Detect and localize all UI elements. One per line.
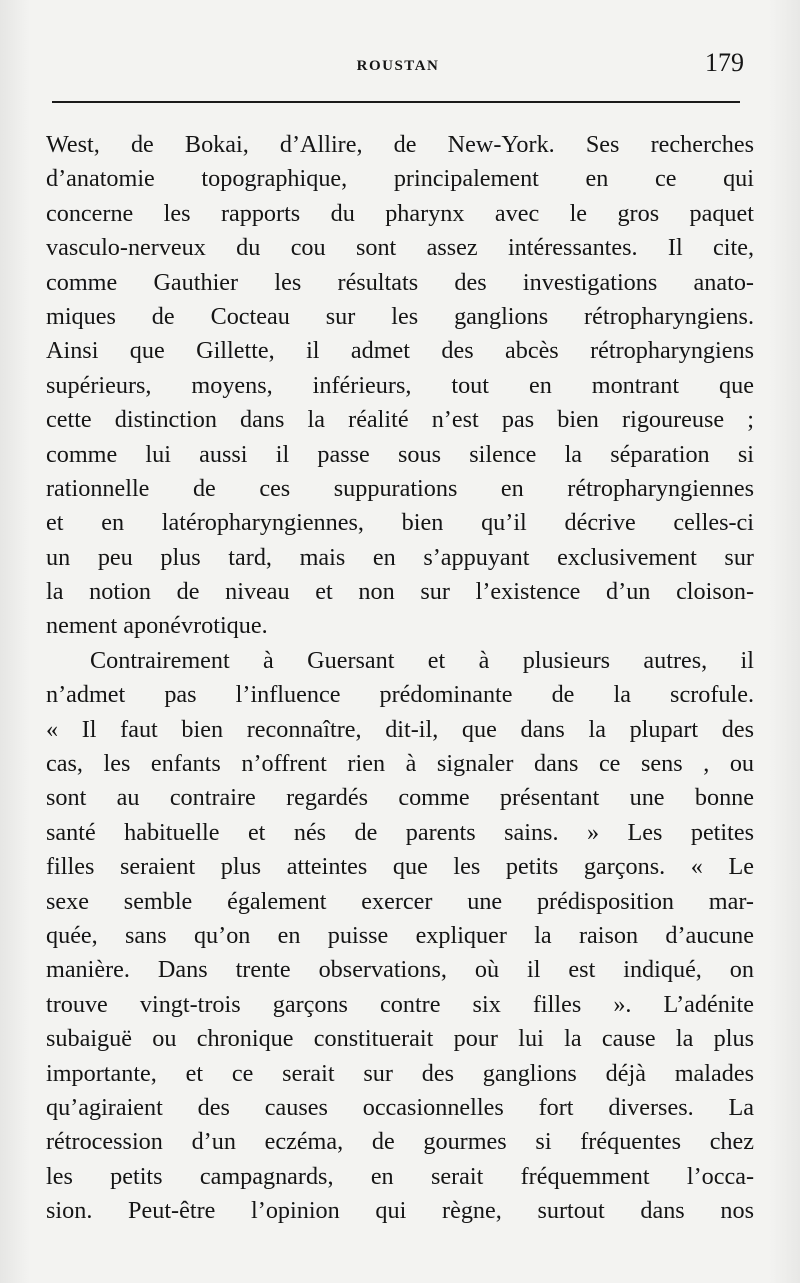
- page-number: 179: [705, 48, 744, 77]
- text-line: n’admet pas l’influence prédominante de la scrofule.: [46, 681, 754, 709]
- text-line: sion. Peut-être l’opinion qui règne, surtout dans nos: [46, 1197, 754, 1225]
- text-line: comme lui aussi il passe sous silence la séparation si: [46, 440, 754, 468]
- text-line: rétrocession d’un eczéma, de gourmes si fréquentes chez: [46, 1128, 754, 1156]
- text-line: manière. Dans trente observations, où il est indiqué, on: [46, 956, 754, 984]
- text-line: la notion de niveau et non sur l’existence d’un cloison-: [46, 578, 754, 606]
- text-line: trouve vingt-trois garçons contre six filles ». L’adénite: [46, 990, 754, 1018]
- text-line: comme Gauthier les résultats des investigations anato-: [46, 268, 754, 296]
- text-line: et en latéropharyngiennes, bien qu’il décrive celles-ci: [46, 509, 754, 537]
- text-line: santé habituelle et nés de parents sains. » Les petites: [46, 818, 754, 846]
- text-line: concerne les rapports du pharynx avec le gros paquet: [46, 199, 754, 227]
- text-line: sexe semble également exercer une prédisposition mar-: [46, 887, 754, 915]
- header-rule: [52, 101, 740, 103]
- text-line: d’anatomie topographique, principalement en ce qui: [46, 165, 754, 193]
- text-line: importante, et ce serait sur des ganglions déjà malades: [46, 1059, 754, 1087]
- text-line: vasculo-nerveux du cou sont assez intéressantes. Il cite,: [46, 234, 754, 262]
- text-line: les petits campagnards, en serait fréquemment l’occa-: [46, 1162, 754, 1190]
- text-line: qu’agiraient des causes occasionnelles fort diverses. La: [46, 1093, 754, 1121]
- running-head-title: ROUSTAN: [356, 58, 440, 74]
- text-line: quée, sans qu’on en puisse expliquer la raison d’aucune: [46, 921, 754, 949]
- text-line: Ainsi que Gillette, il admet des abcès rétropharyngiens: [46, 337, 754, 365]
- text-line: subaiguë ou chronique constituerait pour lui la cause la plus: [46, 1025, 754, 1053]
- text-line: sont au contraire regardés comme présentant une bonne: [46, 784, 754, 812]
- text-line: cas, les enfants n’offrent rien à signaler dans ce sens , ou: [46, 750, 754, 778]
- text-line: miques de Cocteau sur les ganglions rétropharyngiens.: [46, 302, 754, 330]
- running-head: [48, 48, 748, 82]
- body-text: [46, 128, 754, 1229]
- text-line: « Il faut bien reconnaître, dit-il, que dans la plupart des: [46, 715, 754, 743]
- text-line: supérieurs, moyens, inférieurs, tout en montrant que: [46, 371, 754, 399]
- text-line: West, de Bokai, d’Allire, de New-York. Ses recherches: [46, 131, 754, 158]
- text-line: nement aponévrotique.: [46, 612, 268, 640]
- text-line: Contrairement à Guersant et à plusieurs autres, il: [90, 646, 754, 674]
- text-line: un peu plus tard, mais en s’appuyant exclusivement sur: [46, 543, 754, 571]
- text-line: cette distinction dans la réalité n’est pas bien rigoureuse ;: [46, 406, 754, 434]
- text-line: filles seraient plus atteintes que les petits garçons. « Le: [46, 853, 754, 881]
- text-line: rationnelle de ces suppurations en rétropharyngiennes: [46, 474, 754, 502]
